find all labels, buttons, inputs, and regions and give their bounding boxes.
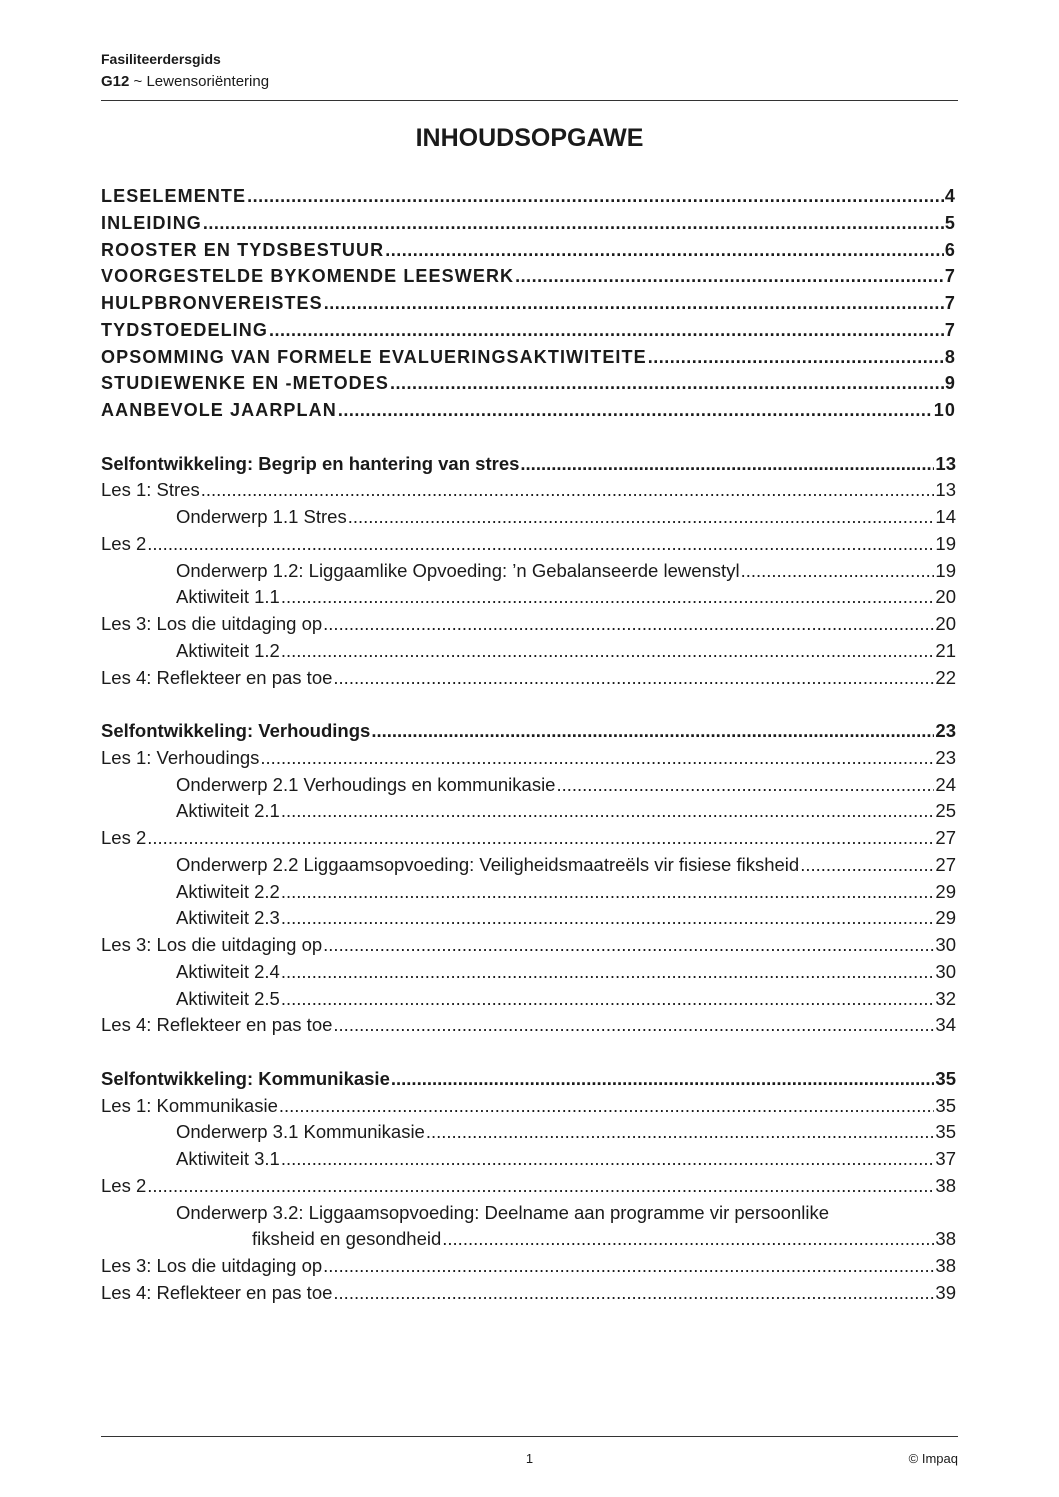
toc-label: Onderwerp 1.1 Stres <box>176 506 347 527</box>
toc-entry[interactable] <box>101 1012 956 1039</box>
toc-label: fiksheid en gesondheid <box>252 1228 442 1250</box>
toc-page-number: 5 <box>944 212 956 233</box>
toc-label: Onderwerp 1.2: Liggaamlike Opvoeding: ’n Gebalanseerde lewenstyl <box>176 559 740 581</box>
toc-page-number: 22 <box>935 666 956 688</box>
toc-page-number: 38 <box>935 1228 956 1250</box>
toc-page-number: 38 <box>935 1255 956 1276</box>
dot-leader <box>203 210 944 237</box>
toc-entry[interactable] <box>101 611 956 638</box>
table-of-contents <box>101 183 956 1307</box>
dot-leader <box>515 263 944 290</box>
toc-page-number: 8 <box>944 346 956 367</box>
toc-entry[interactable] <box>101 370 956 397</box>
toc-label: LESELEMENTE <box>101 186 247 206</box>
toc-label: Les 2 <box>101 827 147 848</box>
toc-entry[interactable] <box>101 397 956 424</box>
toc-label: Les 1: Stres <box>101 479 200 501</box>
toc-label: TYDSTOEDELING <box>101 319 268 340</box>
toc-entry[interactable] <box>101 1093 956 1120</box>
dot-leader <box>338 397 933 424</box>
toc-label: Onderwerp 3.1 Kommunikasie <box>176 1121 425 1143</box>
grade-subject <box>101 73 269 90</box>
toc-entry[interactable] <box>101 772 956 799</box>
toc-page-number: 39 <box>935 1281 956 1303</box>
toc-page-number: 29 <box>935 880 956 902</box>
toc-page-number: 19 <box>935 532 956 554</box>
toc-entry[interactable] <box>101 584 956 611</box>
toc-label: Les 1: Kommunikasie <box>101 1094 278 1116</box>
toc-entry[interactable] <box>101 745 956 772</box>
toc-entry[interactable] <box>101 1200 956 1227</box>
toc-page-number: 20 <box>935 613 956 634</box>
toc-entry[interactable] <box>101 1253 956 1280</box>
toc-label: Aktiwiteit 1.1 <box>176 586 280 608</box>
dot-leader <box>281 584 935 611</box>
toc-page-number: 32 <box>935 987 956 1009</box>
toc-entry[interactable] <box>101 263 956 290</box>
toc-label: Aktiwiteit 2.2 <box>176 880 280 902</box>
toc-label: Aktiwiteit 1.2 <box>176 639 280 661</box>
toc-page-number: 4 <box>944 186 956 206</box>
toc-label: Les 2 <box>101 1174 147 1196</box>
toc-page-number: 30 <box>935 934 956 955</box>
toc-label: Les 4: Reflekteer en pas toe <box>101 1281 333 1303</box>
dot-leader <box>281 905 935 932</box>
subject: Lewensoriëntering <box>146 73 270 90</box>
toc-page-number: 38 <box>935 1174 956 1196</box>
grade: G12 <box>101 73 130 90</box>
toc-label: Les 1: Verhoudings <box>101 746 260 768</box>
toc-label: Les 3: Los die uitdaging op <box>101 934 323 955</box>
toc-entry[interactable] <box>101 1119 956 1146</box>
toc-entry[interactable] <box>101 1066 956 1093</box>
toc-label: Les 4: Reflekteer en pas toe <box>101 1014 333 1036</box>
dot-leader <box>391 1066 935 1093</box>
toc-page-number: 13 <box>935 452 956 474</box>
toc-entry[interactable] <box>101 237 956 264</box>
toc-entry[interactable] <box>101 665 956 692</box>
dot-leader <box>147 825 934 852</box>
dot-leader <box>147 531 934 558</box>
toc-page-number: 14 <box>935 506 956 527</box>
dot-leader <box>323 1253 934 1280</box>
copyright: © Impaq <box>908 1451 958 1466</box>
dot-leader <box>147 1173 934 1200</box>
toc-entry[interactable] <box>101 1280 956 1307</box>
dot-leader <box>348 504 935 531</box>
toc-label: Les 2 <box>101 532 147 554</box>
toc-label: HULPBRONVEREISTES <box>101 293 323 313</box>
dot-leader <box>520 451 934 478</box>
toc-label: Aktiwiteit 2.4 <box>176 960 280 982</box>
dot-leader <box>281 1146 935 1173</box>
toc-entry[interactable] <box>101 638 956 665</box>
toc-page-number: 35 <box>935 1067 956 1089</box>
dot-leader <box>556 772 934 799</box>
toc-label: Les 3: Los die uitdaging op <box>101 613 323 634</box>
dot-leader <box>800 852 934 879</box>
dot-leader <box>247 183 944 210</box>
toc-spacer <box>101 1039 956 1066</box>
toc-entry[interactable] <box>101 558 956 585</box>
dot-leader <box>279 1093 935 1120</box>
toc-label: ROOSTER EN TYDSBESTUUR <box>101 239 385 260</box>
toc-label: Les 3: Los die uitdaging op <box>101 1255 323 1276</box>
dot-leader <box>426 1119 935 1146</box>
toc-page-number: 35 <box>935 1121 956 1143</box>
toc-label: STUDIEWENKE EN -METODES <box>101 373 389 394</box>
header-rule <box>101 100 958 101</box>
toc-entry[interactable] <box>101 290 956 317</box>
toc-label: Selfontwikkeling: Verhoudings <box>101 720 371 741</box>
toc-page-number: 23 <box>935 746 956 768</box>
page-title: INHOUDSOPGAWE <box>415 124 644 152</box>
toc-page-number: 23 <box>935 720 956 741</box>
toc-entry[interactable] <box>101 798 956 825</box>
toc-page-number: 30 <box>935 960 956 982</box>
toc-label: OPSOMMING VAN FORMELE EVALUERINGSAKTIWITEITE <box>101 346 647 367</box>
toc-entry[interactable] <box>101 477 956 504</box>
dot-leader <box>323 611 934 638</box>
toc-page-number: 19 <box>935 559 956 581</box>
toc-label: VOORGESTELDE BYKOMENDE LEESWERK <box>101 266 515 287</box>
dot-leader <box>281 986 935 1013</box>
toc-label: Aktiwiteit 2.5 <box>176 987 280 1009</box>
toc-entry[interactable] <box>101 1173 956 1200</box>
toc-label: Selfontwikkeling: Begrip en hantering van stres <box>101 452 520 474</box>
toc-entry[interactable] <box>101 932 956 959</box>
toc-entry[interactable] <box>101 879 956 906</box>
dot-leader <box>201 477 935 504</box>
toc-entry[interactable] <box>101 959 956 986</box>
toc-label: Aktiwiteit 2.1 <box>176 800 280 822</box>
toc-label: Selfontwikkeling: Kommunikasie <box>101 1067 390 1089</box>
toc-page-number: 7 <box>944 319 956 340</box>
toc-page-number: 24 <box>935 773 956 795</box>
toc-page-number: 21 <box>935 639 956 661</box>
toc-entry[interactable] <box>101 344 956 371</box>
dot-leader <box>281 798 935 825</box>
toc-entry[interactable] <box>101 183 956 210</box>
toc-label: Onderwerp 3.2: Liggaamsopvoeding: Deelname aan programme vir persoonlike <box>176 1201 830 1223</box>
dot-leader <box>648 344 944 371</box>
toc-page-number: 27 <box>935 853 956 875</box>
dot-leader <box>324 290 944 317</box>
dot-leader <box>741 558 935 585</box>
guide-title: Fasiliteerdersgids <box>101 51 221 67</box>
toc-entry[interactable] <box>101 210 956 237</box>
toc-page-number: 7 <box>944 293 956 313</box>
dot-leader <box>281 638 935 665</box>
toc-page-number: 27 <box>935 827 956 848</box>
dot-leader <box>371 718 934 745</box>
toc-entry[interactable] <box>101 852 956 879</box>
toc-entry[interactable] <box>101 718 956 745</box>
toc-entry[interactable] <box>101 905 956 932</box>
toc-spacer <box>101 424 956 451</box>
toc-entry[interactable] <box>101 504 956 531</box>
toc-label: Aktiwiteit 3.1 <box>176 1148 280 1169</box>
toc-page-number: 37 <box>935 1148 956 1169</box>
toc-page-number: 25 <box>935 800 956 822</box>
toc-spacer <box>101 691 956 718</box>
toc-entry[interactable] <box>101 986 956 1013</box>
dot-leader <box>442 1226 934 1253</box>
toc-page-number: 6 <box>944 239 956 260</box>
toc-entry[interactable] <box>101 825 956 852</box>
dot-leader <box>323 932 934 959</box>
dot-leader <box>385 237 944 264</box>
dot-leader <box>269 317 944 344</box>
toc-page-number: 34 <box>935 1014 956 1036</box>
toc-page-number: 7 <box>944 266 956 287</box>
dot-leader <box>281 959 935 986</box>
toc-label: Onderwerp 2.2 Liggaamsopvoeding: Veiligheidsmaatreëls vir fisiese fiksheid <box>176 853 800 875</box>
toc-page-number: 29 <box>935 907 956 929</box>
dot-leader <box>260 745 934 772</box>
toc-entry[interactable] <box>101 1146 956 1173</box>
separator: ~ <box>133 73 143 90</box>
toc-page-number: 10 <box>933 400 956 420</box>
dot-leader <box>333 1280 934 1307</box>
toc-page-number: 9 <box>944 373 956 394</box>
dot-leader <box>333 1012 934 1039</box>
toc-label: Onderwerp 2.1 Verhoudings en kommunikasie <box>176 773 556 795</box>
toc-entry[interactable] <box>101 317 956 344</box>
page-number: 1 <box>525 1451 534 1466</box>
toc-page-number: 35 <box>935 1094 956 1116</box>
dot-leader <box>333 665 934 692</box>
footer-rule <box>101 1436 958 1437</box>
toc-entry[interactable] <box>101 451 956 478</box>
dot-leader <box>281 879 935 906</box>
toc-label: INLEIDING <box>101 212 202 233</box>
toc-label: Aktiwiteit 2.3 <box>176 907 280 929</box>
toc-entry[interactable] <box>101 1226 956 1253</box>
toc-label: AANBEVOLE JAARPLAN <box>101 400 337 420</box>
dot-leader <box>390 370 944 397</box>
toc-page-number: 13 <box>935 479 956 501</box>
toc-page-number: 20 <box>935 586 956 608</box>
toc-entry[interactable] <box>101 531 956 558</box>
toc-label: Les 4: Reflekteer en pas toe <box>101 666 333 688</box>
